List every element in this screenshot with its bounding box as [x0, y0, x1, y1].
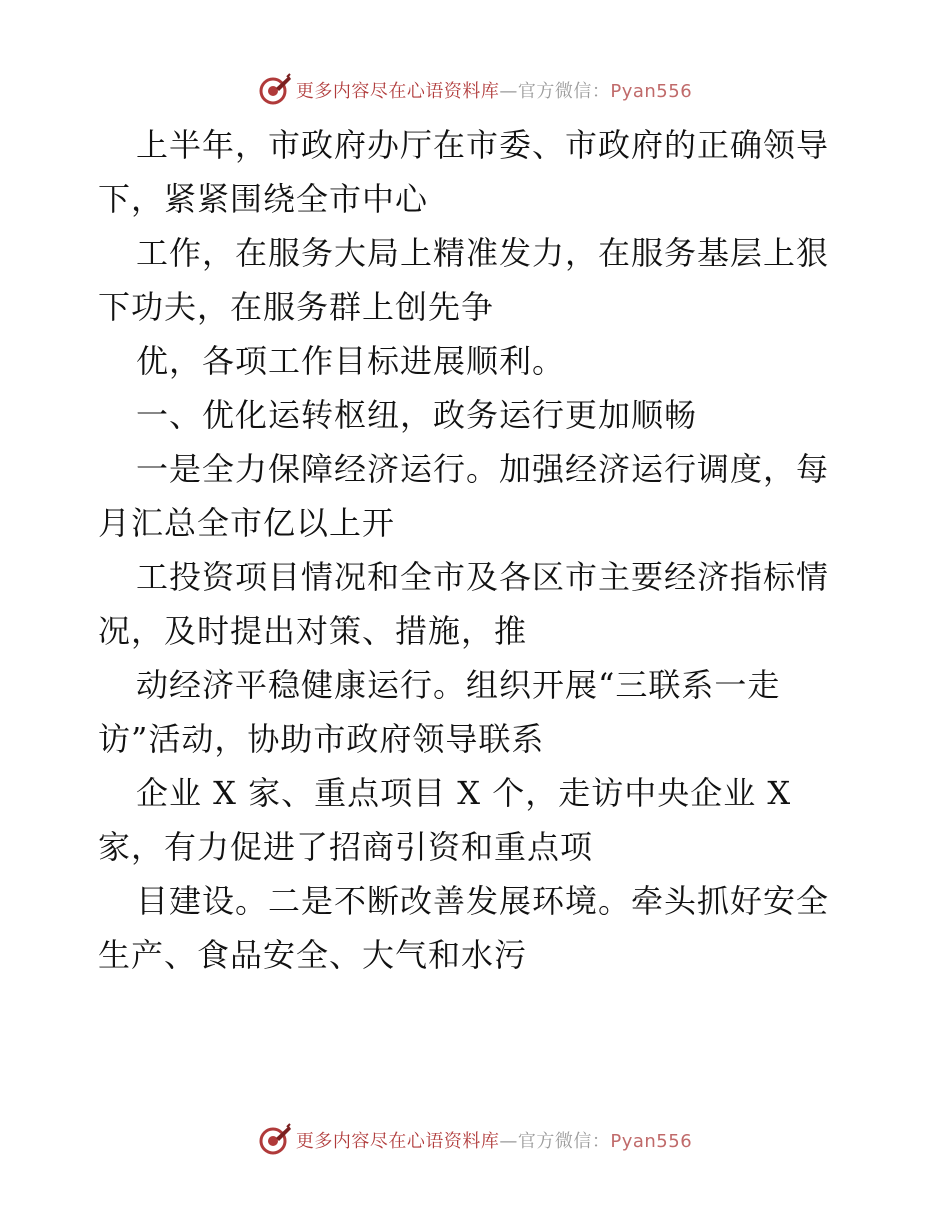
paragraph-line: 目建设。二是不断改善发展环境。牵头抓好安全 — [136, 882, 830, 920]
paragraph — [98, 118, 858, 226]
pen-logo-icon — [258, 73, 292, 107]
paragraph-line: 况，及时提出对策、措施，推 — [98, 612, 528, 650]
paragraph-line: 访”活动，协助市政府领导联系 — [98, 720, 545, 758]
paragraph-line: 生产、食品安全、大气和水污 — [98, 936, 528, 974]
paragraph-line: 一、优化运转枢纽，政务运行更加顺畅 — [136, 396, 698, 434]
banner-dash: — — [499, 81, 518, 102]
paragraph-line: 企业 X 家、重点项目 X 个，走访中央企业 X — [136, 774, 792, 812]
paragraph-line: 家，有力促进了招商引资和重点项 — [98, 828, 594, 866]
paragraph — [98, 226, 858, 334]
wechat-label: 官方微信： — [517, 81, 611, 102]
header-banner — [0, 70, 950, 110]
paragraph — [98, 550, 858, 658]
section-heading — [98, 388, 858, 442]
paragraph — [98, 874, 858, 982]
header-banner-text — [296, 77, 692, 103]
footer-banner-text — [296, 1127, 692, 1153]
paragraph-line: 上半年，市政府办厅在市委、市政府的正确领导 — [136, 126, 830, 164]
paragraph-line: 动经济平稳健康运行。组织开展“三联系一走 — [136, 666, 781, 704]
paragraph-line: 下，紧紧围绕全市中心 — [98, 180, 429, 218]
paragraph-line: 工作，在服务大局上精准发力，在服务基层上狠 — [136, 234, 830, 272]
wechat-handle: Pyan556 — [610, 1131, 693, 1152]
footer-banner — [0, 1120, 950, 1160]
paragraph — [98, 442, 858, 550]
wechat-handle: Pyan556 — [610, 81, 693, 102]
wechat-label: 官方微信： — [517, 1131, 611, 1152]
site-name: 更多内容尽在心语资料库 — [295, 1131, 500, 1152]
document-body — [98, 118, 858, 982]
paragraph-line: 优，各项工作目标进展顺利。 — [136, 342, 566, 380]
paragraph — [98, 766, 858, 874]
paragraph — [98, 658, 858, 766]
paragraph-line: 工投资项目情况和全市及各区市主要经济指标情 — [136, 558, 830, 596]
paragraph-line: 一是全力保障经济运行。加强经济运行调度，每 — [136, 450, 830, 488]
paragraph — [98, 334, 858, 388]
paragraph-line: 月汇总全市亿以上开 — [98, 504, 396, 542]
site-name: 更多内容尽在心语资料库 — [295, 81, 500, 102]
banner-dash: — — [499, 1131, 518, 1152]
paragraph-line: 下功夫，在服务群上创先争 — [98, 288, 495, 326]
pen-logo-icon — [258, 1123, 292, 1157]
